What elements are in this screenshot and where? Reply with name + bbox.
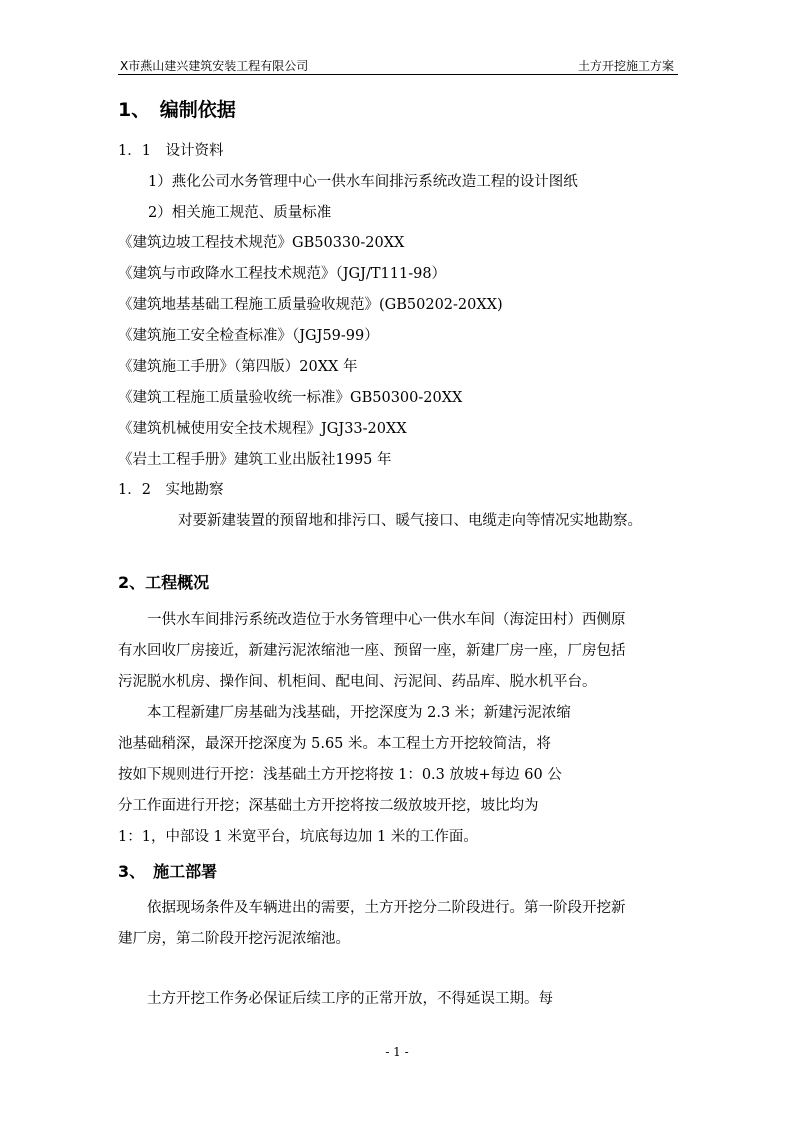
survey-text: 对要新建装置的预留地和排污口、暖气接口、电缆走向等情况实地勘察。 <box>178 513 642 529</box>
text-line: 依据现场条件及车辆进出的需要，土方开挖分二阶段进行。第一阶段开挖新 <box>118 900 626 916</box>
section1-sub1: 1．1 设计资料 <box>118 143 224 159</box>
section3-paragraph-1 <box>118 893 678 955</box>
section1-sub2: 1．2 实地勘察 <box>118 482 224 498</box>
text-line: 本工程新建厂房基础为浅基础，开挖深度为 2.3 米；新建污泥浓缩 <box>118 705 571 721</box>
text-line: 建厂房，第二阶段开挖污泥浓缩池。 <box>118 931 350 947</box>
ref-item-7: 《建筑机械使用安全技术规程》JGJ33-20XX <box>118 421 407 437</box>
ref-item-4: 《建筑施工安全检查标准》（JGJ59-99） <box>118 328 379 344</box>
section2-title: 2、工程概况 <box>118 573 210 592</box>
text-line: 池基础稍深，最深开挖深度为 5.65 米。本工程土方开挖较简洁，将 <box>118 736 552 752</box>
text-line: 一供水车间排污系统改造位于水务管理中心一供水车间（海淀田村）西侧原 <box>118 612 626 628</box>
section2-paragraph-1 <box>118 605 678 698</box>
text-line: 分工作面进行开挖；深基础土方开挖将按二级放坡开挖，坡比均为 <box>118 798 539 814</box>
text-line: 土方开挖工作务必保证后续工序的正常开放，不得延误工期。每 <box>118 991 553 1007</box>
text-line: 1：1，中部设 1 米宽平台，坑底每边加 1 米的工作面。 <box>118 829 478 845</box>
section3-title: 3、 施工部署 <box>118 862 218 881</box>
section2-paragraph-2 <box>118 698 678 853</box>
ref-item-6: 《建筑工程施工质量验收统一标准》GB50300-20XX <box>118 390 463 406</box>
design-item-1: 1）燕化公司水务管理中心一供水车间排污系统改造工程的设计图纸 <box>148 174 578 190</box>
text-line: 有水回收厂房接近，新建污泥浓缩池一座、预留一座，新建厂房一座，厂房包括 <box>118 643 626 659</box>
ref-item-2: 《建筑与市政降水工程技术规范》（JGJ/T111-98） <box>118 266 447 282</box>
ref-item-5: 《建筑施工手册》（第四版）20XX 年 <box>118 359 358 375</box>
header-doc-title: 土方开挖施工方案 <box>577 59 674 73</box>
section1-title: 1、 编制依据 <box>118 99 236 121</box>
header-company: X市燕山建兴建筑安装工程有限公司 <box>120 59 309 73</box>
text-line: 按如下规则进行开挖：浅基础土方开挖将按 1：0.3 放坡+每边 60 公 <box>118 767 562 783</box>
page-header <box>118 56 678 75</box>
ref-item-3: 《建筑地基基础工程施工质量验收规范》(GB50202-20XX) <box>118 297 503 313</box>
section3-paragraph-2 <box>118 984 678 1015</box>
text-line: 污泥脱水机房、操作间、机柜间、配电间、污泥间、药品库、脱水机平台。 <box>118 674 597 690</box>
design-item-2: 2）相关施工规范、质量标准 <box>148 205 332 221</box>
ref-item-1: 《建筑边坡工程技术规范》GB50330-20XX <box>118 235 405 251</box>
ref-item-8: 《岩土工程手册》建筑工业出版社1995 年 <box>118 452 392 468</box>
page-number: - 1 - <box>385 1045 409 1059</box>
